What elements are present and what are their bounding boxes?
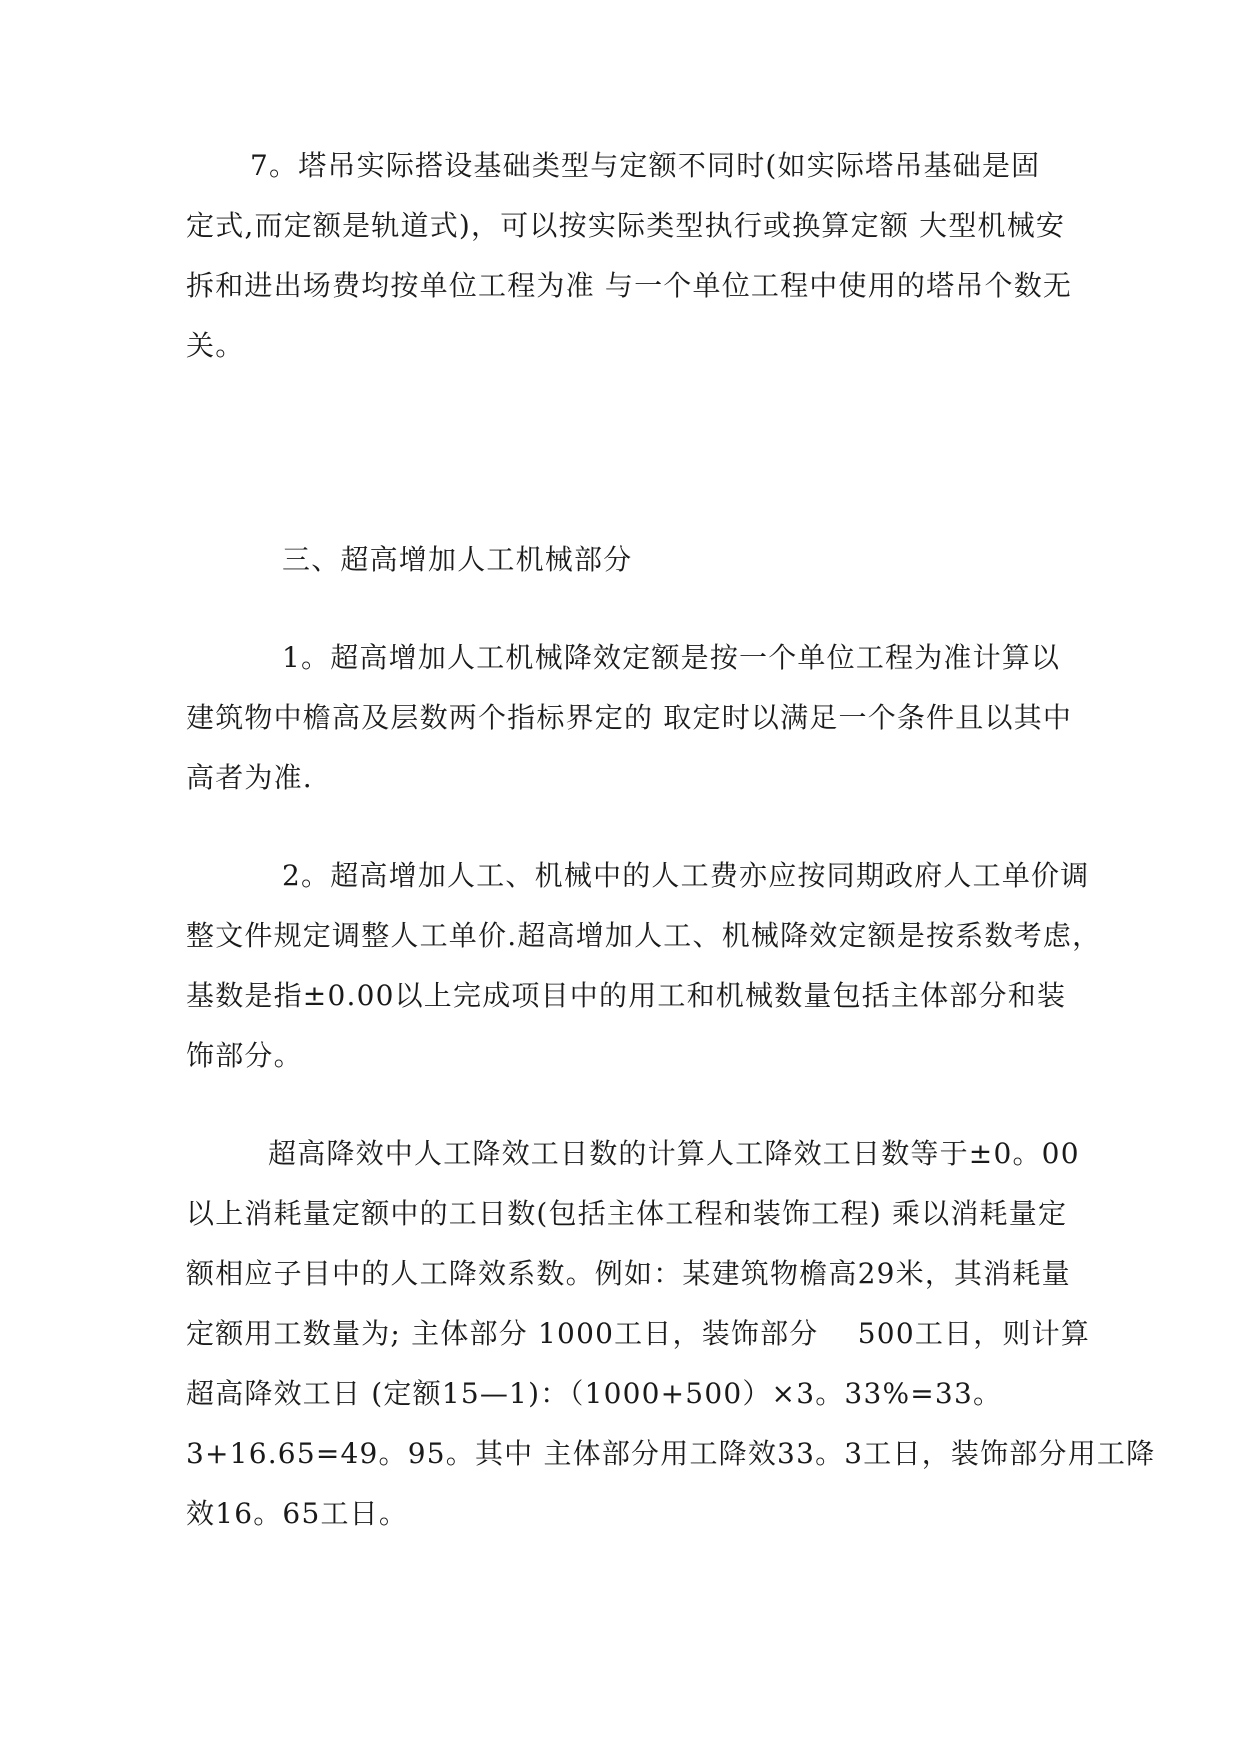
- paragraph-3-line-1: 超高降效中人工降效工日数的计算人工降效工日数等于±0。00: [268, 1137, 1080, 1170]
- paragraph-7-line-1: 7。塔吊实际搭设基础类型与定额不同时(如实际塔吊基础是固: [250, 149, 1041, 182]
- paragraph-2-line-3: 基数是指±0.00以上完成项目中的用工和机械数量包括主体部分和装: [186, 979, 1067, 1012]
- paragraph-2-line-4: 饰部分。: [186, 1039, 303, 1072]
- paragraph-7-line-3: 拆和进出场费均按单位工程为准 与一个单位工程中使用的塔吊个数无: [186, 269, 1073, 302]
- paragraph-3-line-4: 定额用工数量为; 主体部分 1000工日，装饰部分 500工日，则计算: [186, 1317, 1091, 1350]
- paragraph-1-line-1: 1。超高增加人工机械降效定额是按一个单位工程为准计算以: [282, 641, 1061, 674]
- paragraph-1-line-3: 高者为准.: [186, 761, 313, 794]
- paragraph-3-line-7: 效16。65工日。: [186, 1497, 409, 1530]
- paragraph-3-line-5: 超高降效工日 (定额15—1)：（1000+500）×3。33%=33。: [186, 1377, 1003, 1410]
- paragraph-7-line-4: 关。: [186, 329, 245, 362]
- paragraph-2-line-1: 2。超高增加人工、机械中的人工费亦应按同期政府人工单价调: [282, 859, 1090, 892]
- paragraph-3-line-3: 额相应子目中的人工降效系数。例如：某建筑物檐高29米，其消耗量: [186, 1257, 1071, 1290]
- paragraph-3-line-2: 以上消耗量定额中的工日数(包括主体工程和装饰工程) 乘以消耗量定: [186, 1197, 1068, 1230]
- section-heading: 三、超高增加人工机械部分: [282, 543, 633, 576]
- paragraph-2-line-2: 整文件规定调整人工单价.超高增加人工、机械降效定额是按系数考虑，: [186, 919, 1102, 952]
- paragraph-3-line-6: 3+16.65=49。95。其中 主体部分用工降效33。3工日，装饰部分用工降: [186, 1437, 1156, 1470]
- paragraph-1-line-2: 建筑物中檐高及层数两个指标界定的 取定时以满足一个条件且以其中: [186, 701, 1073, 734]
- paragraph-7-line-2: 定式,而定额是轨道式)，可以按实际类型执行或换算定额 大型机械安: [186, 209, 1066, 242]
